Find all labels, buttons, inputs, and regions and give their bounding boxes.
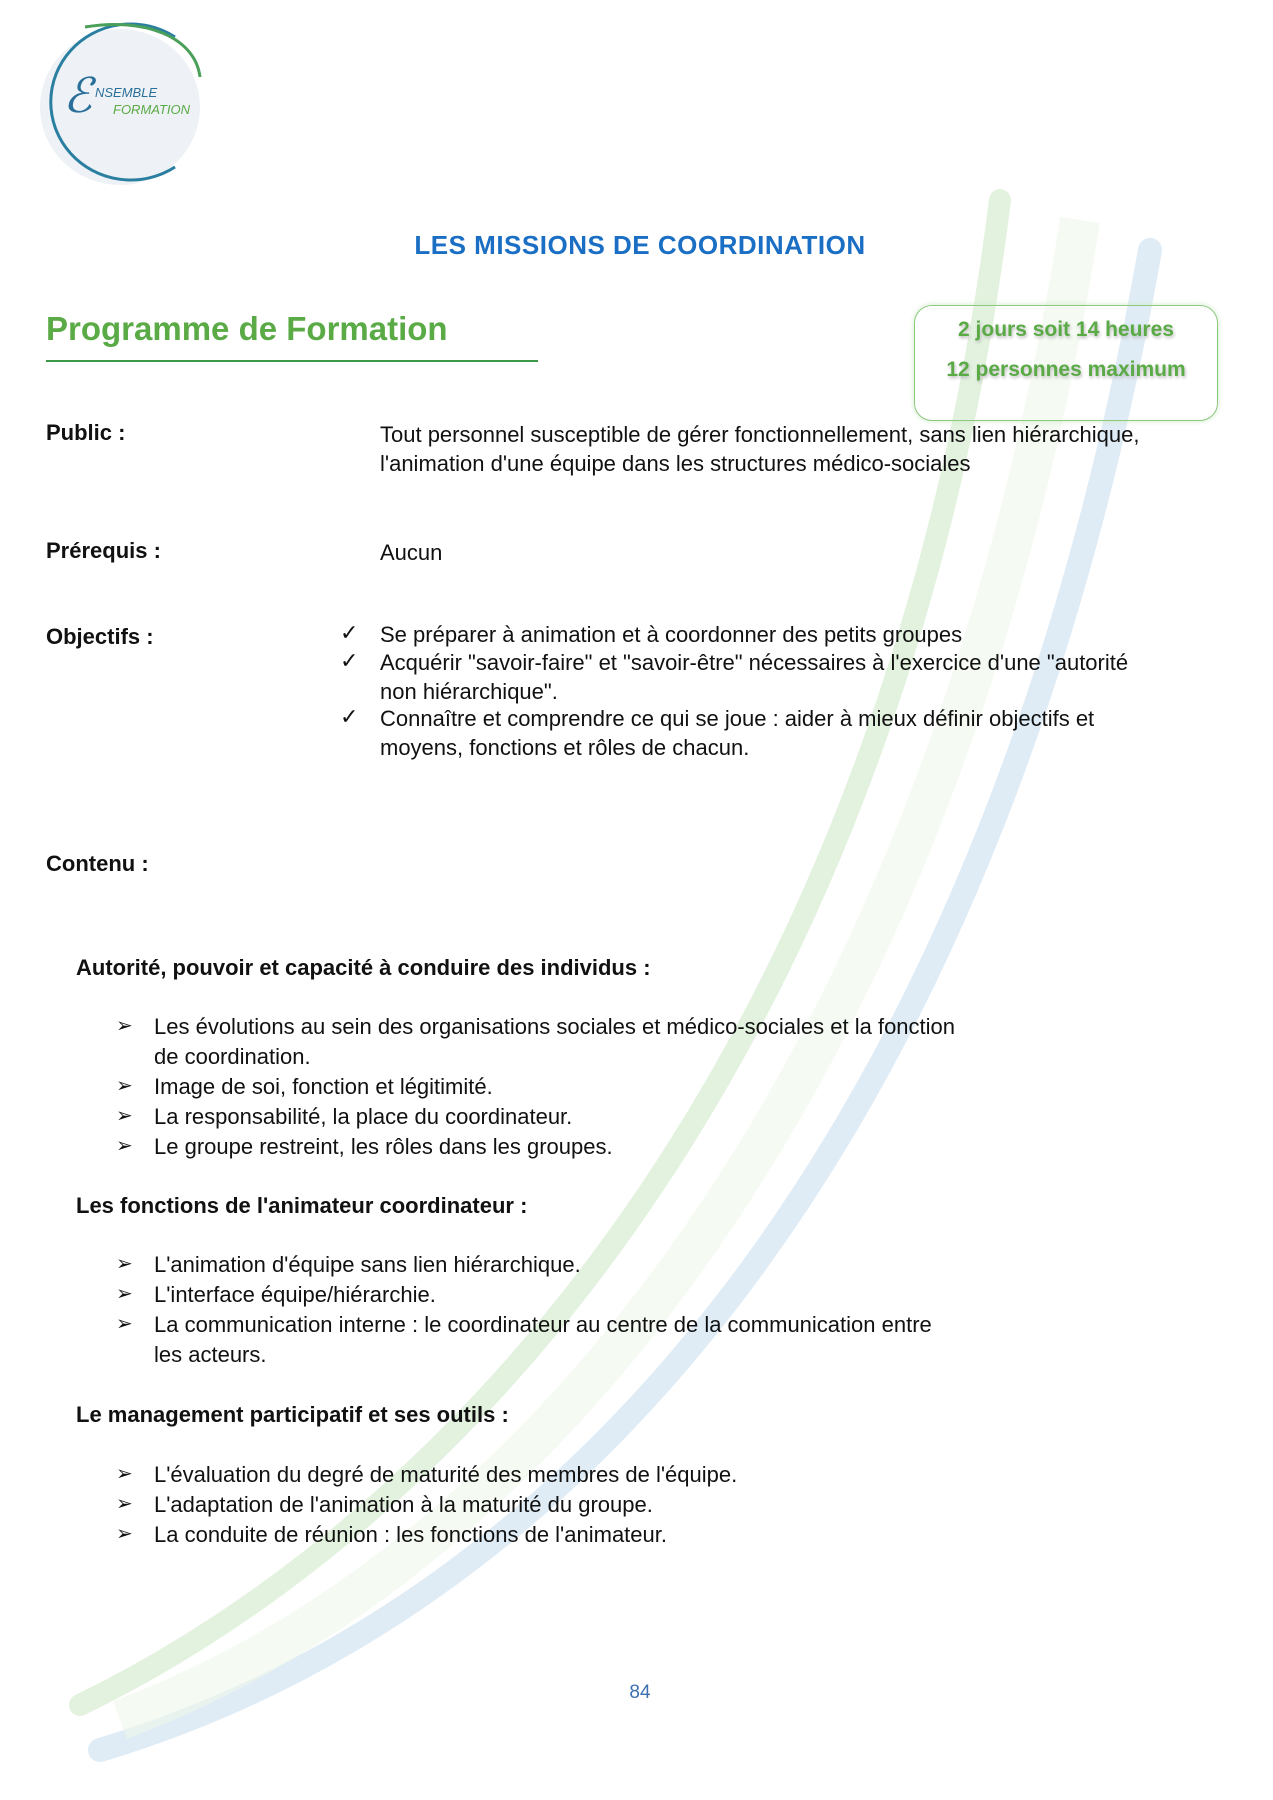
prerequis-label: Prérequis :: [46, 538, 161, 563]
content-item: [154, 1310, 1114, 1370]
svg-text:FORMATION: FORMATION: [113, 102, 191, 117]
info-box: [914, 305, 1218, 421]
section-heading: Autorité, pouvoir et capacité à conduire des individus :: [76, 955, 651, 980]
arrow-bullet-icon: ➢: [116, 1105, 133, 1127]
content-item: Image de soi, fonction et légitimité.: [154, 1074, 493, 1099]
content-item: [154, 1012, 1114, 1072]
public-line: l'animation d'une équipe dans les structures médico-sociales: [380, 451, 971, 476]
checkmark-icon: ✓: [340, 704, 359, 729]
prerequis-value: Aucun: [380, 540, 443, 565]
arrow-bullet-icon: ➢: [116, 1493, 133, 1515]
content-item: L'interface équipe/hiérarchie.: [154, 1282, 436, 1307]
content-item: La responsabilité, la place du coordinateur.: [154, 1104, 573, 1129]
checkmark-icon: ✓: [340, 648, 359, 673]
public-text: [380, 420, 1139, 478]
capacity: 12 personnes maximum: [946, 358, 1186, 381]
checkmark-icon: ✓: [340, 620, 359, 645]
contenu-label: Contenu :: [46, 851, 149, 876]
line: Les évolutions au sein des organisations sociales et médico-sociales et la fonction: [154, 1014, 956, 1039]
line: Acquérir "savoir-faire" et "savoir-être" nécessaires à l'exercice d'une "autorité: [380, 650, 1129, 675]
line: de coordination.: [154, 1044, 311, 1069]
section-heading: Les fonctions de l'animateur coordinateur :: [76, 1193, 528, 1218]
ensemble-formation-logo: [25, 17, 230, 192]
arrow-bullet-icon: ➢: [116, 1463, 133, 1485]
arrow-bullet-icon: ➢: [116, 1075, 133, 1097]
objectif-item: [380, 704, 1094, 762]
arrow-bullet-icon: ➢: [116, 1015, 133, 1037]
public-label: Public :: [46, 420, 126, 445]
programme-heading: Programme de Formation: [46, 310, 448, 347]
line: Connaître et comprendre ce qui se joue : aider à mieux définir objectifs et: [380, 706, 1095, 731]
svg-text:ℰ: ℰ: [63, 68, 93, 124]
objectif-item: [380, 648, 1128, 706]
public-line: Tout personnel susceptible de gérer fonctionnellement, sans lien hiérarchique,: [380, 422, 1140, 447]
page-title: LES MISSIONS DE COORDINATION: [414, 230, 866, 260]
arrow-bullet-icon: ➢: [116, 1523, 133, 1545]
arrow-bullet-icon: ➢: [116, 1313, 133, 1335]
objectifs-label: Objectifs :: [46, 624, 154, 649]
page-number: 84: [629, 1682, 651, 1703]
line: les acteurs.: [154, 1342, 267, 1367]
arrow-bullet-icon: ➢: [116, 1283, 133, 1305]
content-item: L'animation d'équipe sans lien hiérarchique.: [154, 1252, 581, 1277]
svg-text:NSEMBLE: NSEMBLE: [95, 85, 158, 100]
line: moyens, fonctions et rôles de chacun.: [380, 735, 750, 760]
duration: 2 jours soit 14 heures: [958, 318, 1174, 341]
line: La communication interne : le coordinateur au centre de la communication entre: [154, 1312, 932, 1337]
content-item: La conduite de réunion : les fonctions de l'animateur.: [154, 1522, 667, 1547]
content-item: L'évaluation du degré de maturité des membres de l'équipe.: [154, 1462, 738, 1487]
section-heading: Le management participatif et ses outils :: [76, 1402, 509, 1427]
content-item: L'adaptation de l'animation à la maturité du groupe.: [154, 1492, 653, 1517]
content-item: Le groupe restreint, les rôles dans les groupes.: [154, 1134, 613, 1159]
arrow-bullet-icon: ➢: [116, 1135, 133, 1157]
arrow-bullet-icon: ➢: [116, 1253, 133, 1275]
objectif-item: Se préparer à animation et à coordonner des petits groupes: [380, 622, 963, 647]
line: non hiérarchique".: [380, 679, 558, 704]
heading-underline: [46, 360, 538, 362]
